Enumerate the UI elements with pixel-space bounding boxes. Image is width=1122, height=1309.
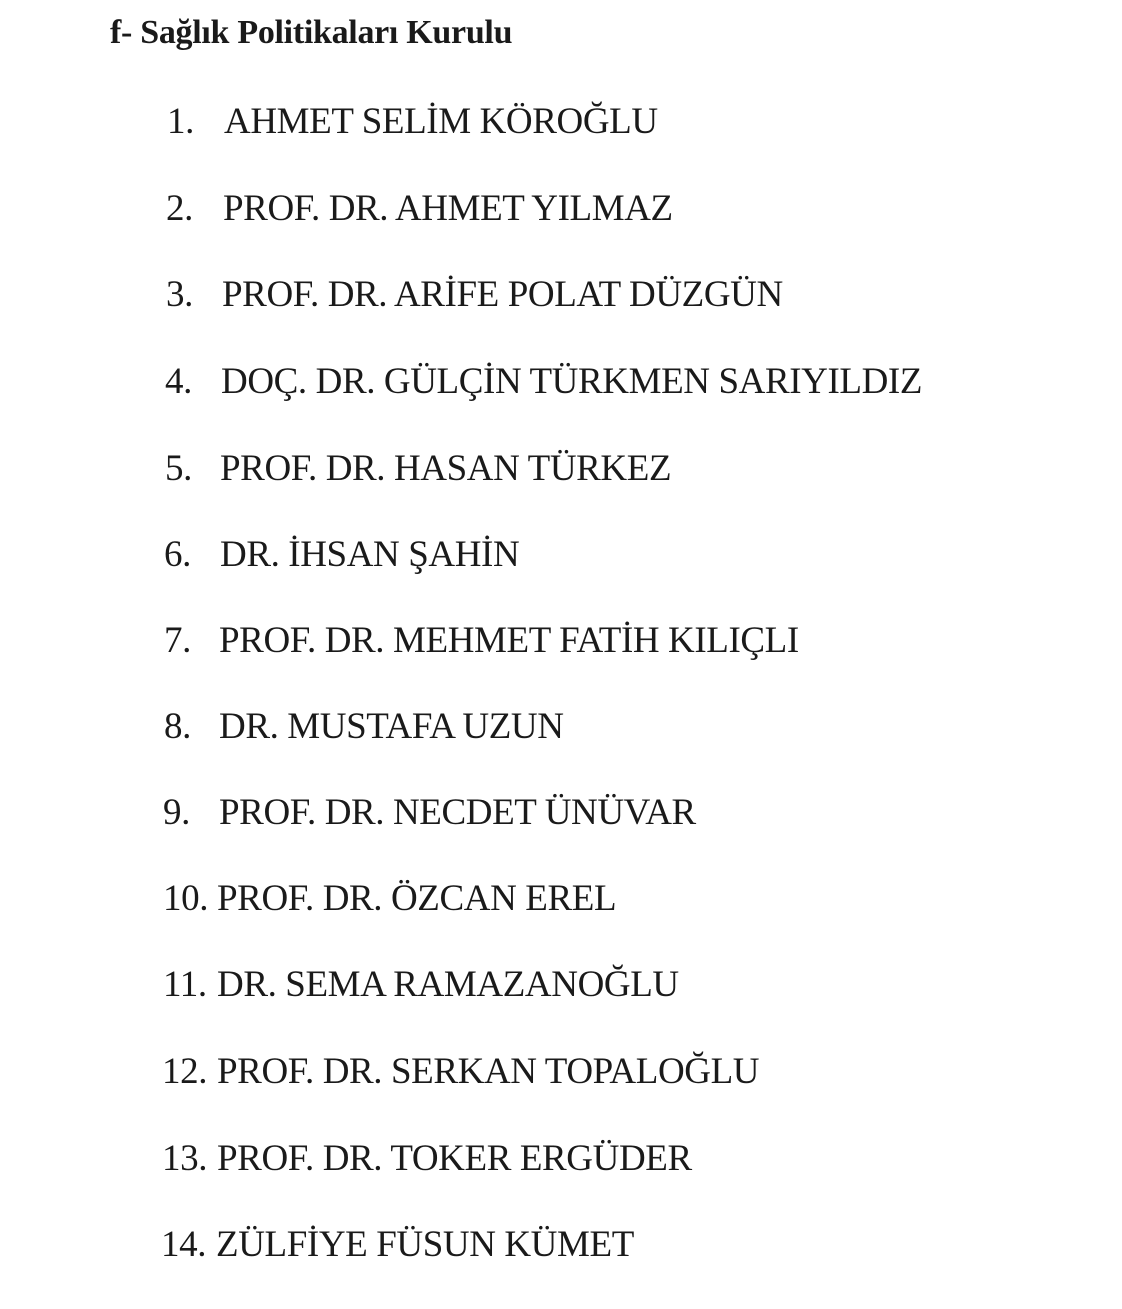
item-number: 10.: [163, 878, 209, 919]
item-number: 11.: [163, 964, 207, 1005]
item-name: DR. MUSTAFA UZUN: [219, 706, 564, 747]
item-number: 2.: [166, 188, 193, 229]
item-number: 4.: [165, 361, 192, 402]
item-number: 7.: [164, 620, 191, 661]
item-number: 6.: [164, 534, 191, 575]
item-name: DR. İHSAN ŞAHİN: [220, 534, 520, 575]
item-name: PROF. DR. NECDET ÜNÜVAR: [219, 792, 696, 833]
item-number: 12.: [162, 1051, 208, 1092]
item-name: PROF. DR. HASAN TÜRKEZ: [220, 448, 672, 489]
item-name: PROF. DR. MEHMET FATİH KILIÇLI: [219, 620, 799, 661]
item-name: ZÜLFİYE FÜSUN KÜMET: [216, 1224, 634, 1265]
section-heading: f- Sağlık Politikaları Kurulu: [110, 14, 513, 51]
item-number: 13.: [162, 1138, 208, 1179]
item-name: DOÇ. DR. GÜLÇİN TÜRKMEN SARIYILDIZ: [221, 361, 923, 402]
item-number: 1.: [167, 101, 194, 142]
item-number: 14.: [161, 1224, 207, 1265]
item-name: PROF. DR. TOKER ERGÜDER: [217, 1138, 692, 1179]
item-number: 8.: [164, 706, 191, 747]
item-name: PROF. DR. ÖZCAN EREL: [217, 878, 617, 919]
item-number: 9.: [163, 792, 190, 833]
item-number: 3.: [166, 274, 193, 315]
item-name: DR. SEMA RAMAZANOĞLU: [217, 964, 679, 1005]
item-name: PROF. DR. ARİFE POLAT DÜZGÜN: [222, 274, 783, 315]
item-name: AHMET SELİM KÖROĞLU: [224, 101, 658, 142]
item-name: PROF. DR. AHMET YILMAZ: [223, 188, 673, 229]
item-name: PROF. DR. SERKAN TOPALOĞLU: [217, 1051, 760, 1092]
item-number: 5.: [165, 448, 192, 489]
